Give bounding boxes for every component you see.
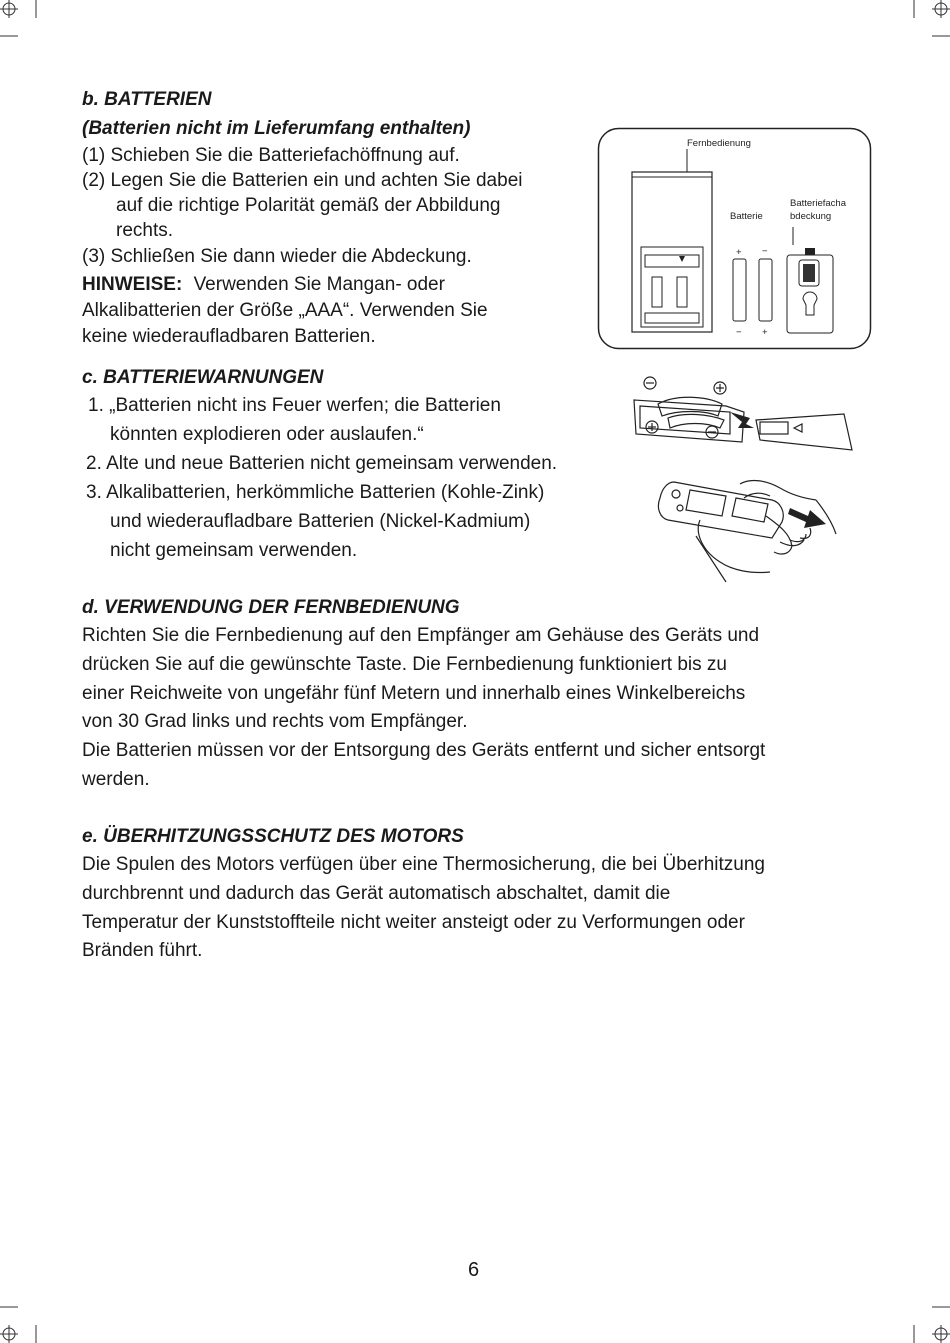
- section-b-subheading: (Batterien nicht im Lieferumfang enthalten): [82, 118, 471, 139]
- battery-diagram: [597, 127, 873, 351]
- section-e-heading: e. ÜBERHITZUNGSSCHUTZ DES MOTORS: [82, 826, 464, 847]
- label-cover-1: Batteriefacha: [790, 198, 846, 209]
- section-d-line-5: Die Batterien müssen vor der Entsorgung des Geräts entfernt und sicher entsorgt: [82, 740, 766, 762]
- warning-1-cont: könnten explodieren oder auslaufen.“: [110, 424, 424, 445]
- step-2: (2) Legen Sie die Batterien ein und achten Sie dabei: [82, 170, 523, 191]
- section-b-heading: b. BATTERIEN: [82, 89, 212, 110]
- warning-1: 1. „Batterien nicht ins Feuer werfen; die Batterien: [88, 395, 501, 416]
- note-text-1: Verwenden Sie Mangan- oder: [193, 274, 445, 295]
- warning-3: 3. Alkalibatterien, herkömmliche Batterien (Kohle-Zink): [86, 482, 545, 503]
- battery-1: [733, 259, 746, 321]
- note-line-2: Alkalibatterien der Größe „AAA“. Verwenden Sie: [82, 300, 488, 321]
- svg-text:+: +: [736, 247, 742, 258]
- section-c-heading: c. BATTERIEWARNUNGEN: [82, 367, 324, 388]
- section-d-line-6: werden.: [82, 768, 150, 790]
- warning-3-cont: und wiederaufladbare Batterien (Nickel-Kadmium): [110, 511, 531, 532]
- step-1: (1) Schieben Sie die Batteriefachöffnung auf.: [82, 145, 460, 166]
- section-e-line-1: Die Spulen des Motors verfügen über eine Thermosicherung, die bei Überhitzung: [82, 854, 765, 875]
- label-battery: Batterie: [730, 211, 763, 222]
- note-label: HINWEISE:: [82, 274, 183, 295]
- svg-text:−: −: [736, 327, 742, 338]
- battery-2: [759, 259, 772, 321]
- section-d-body: [82, 622, 882, 795]
- section-d-line-4: von 30 Grad links und rechts vom Empfänger.: [82, 711, 468, 733]
- section-e-line-4: Bränden führt.: [82, 940, 203, 962]
- svg-text:+: +: [762, 327, 768, 338]
- section-e-body: [82, 851, 882, 966]
- warning-2: 2. Alte und neue Batterien nicht gemeinsam verwenden.: [86, 453, 558, 474]
- note-line-1: [82, 273, 445, 297]
- open-remote-illustration: [640, 474, 840, 584]
- step-2-cont-2: rechts.: [116, 220, 174, 241]
- step-2-cont: auf die richtige Polarität gemäß der Abbildung: [116, 195, 501, 216]
- section-d-heading: d. VERWENDUNG DER FERNBEDIENUNG: [82, 597, 460, 618]
- section-e-line-2: durchbrennt und dadurch das Gerät automatisch abschaltet, damit die: [82, 882, 671, 904]
- label-cover-2: bdeckung: [790, 211, 832, 222]
- warning-3-cont-2: nicht gemeinsam verwenden.: [110, 540, 358, 561]
- section-d-line-3: einer Reichweite von ungefähr fünf Metern und innerhalb eines Winkelbereichs: [82, 682, 746, 704]
- label-remote: Fernbedienung: [687, 138, 751, 149]
- battery-insertion-illustration: [626, 372, 864, 462]
- section-d-line-2: drücken Sie auf die gewünschte Taste. Die Fernbedienung funktioniert bis zu: [82, 653, 727, 675]
- section-d-line-1: Richten Sie die Fernbedienung auf den Empfänger am Gehäuse des Geräts und: [82, 625, 760, 646]
- note-line-3: keine wiederaufladbaren Batterien.: [82, 326, 376, 347]
- page-number: 6: [468, 1259, 480, 1281]
- section-e-line-3: Temperatur der Kunststoffteile nicht weiter ansteigt oder zu Verformungen oder: [82, 911, 745, 933]
- svg-text:−: −: [762, 246, 768, 257]
- step-3: (3) Schließen Sie dann wieder die Abdeckung.: [82, 246, 472, 267]
